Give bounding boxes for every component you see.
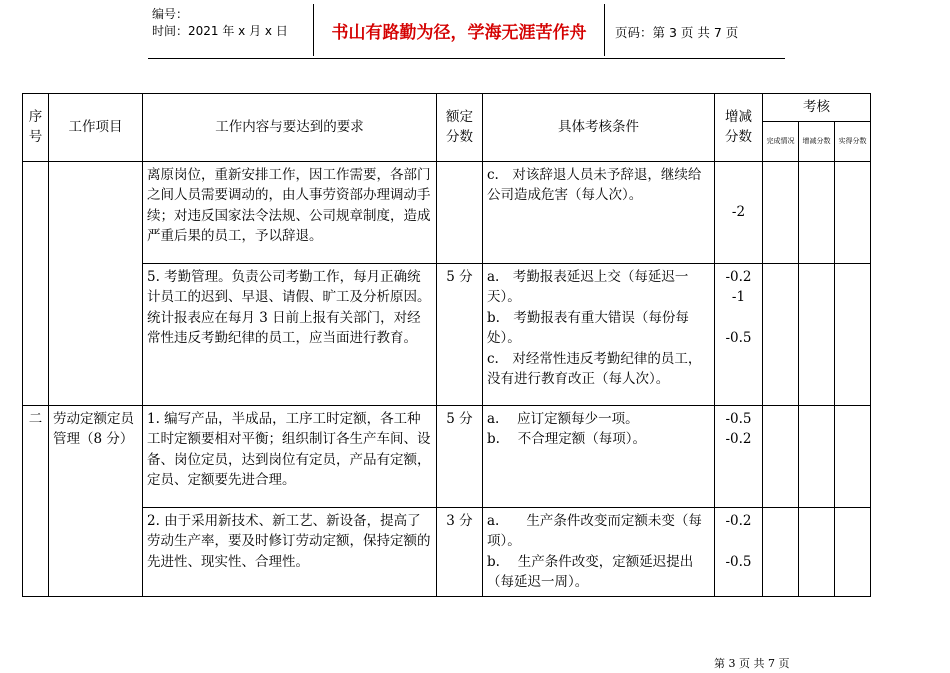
table-row <box>23 263 871 405</box>
document-number: 编号： <box>152 7 189 21</box>
row-content: 1. 编写产品，半成品，工序工时定额，各工种工时定额要相对平衡；组织制订各生产车间、设备、岗位定员，达到岗位有定员，产品有定额，定员、定额要先进合理。 <box>143 405 437 507</box>
row-actual-cell <box>835 161 871 263</box>
document-date: 时间：2021 年 x 月 x 日 <box>152 24 288 38</box>
row-adjustment-cell <box>799 161 835 263</box>
header-completion: 完成情况 <box>763 121 799 161</box>
row-delta: -0.2 -0.5 <box>715 507 763 596</box>
row-quota: 3 分 <box>437 507 483 596</box>
row-quota: 5 分 <box>437 405 483 507</box>
header-adjustment: 增减分数 <box>799 121 835 161</box>
row-conditions: c. 对该辞退人员未予辞退，继续给公司造成危害（每人次）。 <box>483 161 715 263</box>
header-meta <box>152 6 288 40</box>
row-actual-cell <box>835 507 871 596</box>
header-quota: 额定分数 <box>437 94 483 162</box>
row-completion-cell <box>763 405 799 507</box>
row-actual-cell <box>835 263 871 405</box>
row-delta: -2 <box>715 161 763 263</box>
header-motto: 书山有路勤为径，学海无涯苦作舟 <box>313 4 605 56</box>
row-delta: -0.5 -0.2 <box>715 405 763 507</box>
assessment-table <box>22 93 871 597</box>
header-item: 工作项目 <box>49 94 143 162</box>
row-completion-cell <box>763 507 799 596</box>
table-row <box>23 161 871 263</box>
row-item <box>49 161 143 405</box>
row-completion-cell <box>763 263 799 405</box>
row-content: 2. 由于采用新技术、新工艺、新设备，提高了劳动生产率，要及时修订劳动定额，保持定额的先进性、现实性、合理性。 <box>143 507 437 596</box>
row-actual-cell <box>835 405 871 507</box>
row-adjustment-cell <box>799 263 835 405</box>
row-seq <box>23 161 49 405</box>
row-adjustment-cell <box>799 405 835 507</box>
header-content: 工作内容与要达到的要求 <box>143 94 437 162</box>
row-seq: 二 <box>23 405 49 596</box>
header-divider <box>148 58 785 59</box>
row-quota <box>437 161 483 263</box>
table-header-row <box>23 94 871 122</box>
header-actual-score: 实得分数 <box>835 121 871 161</box>
header-delta: 增减分数 <box>715 94 763 162</box>
page-footer: 第 3 页 共 7 页 <box>714 657 790 670</box>
page-header <box>148 4 785 58</box>
row-content: 5. 考勤管理。负责公司考勤工作，每月正确统计员工的迟到、早退、请假、旷工及分析原因。统计报表应在每月 3 日前上报有关部门，对经常性违反考勤纪律的员工，应当面进行教育。 <box>143 263 437 405</box>
header-page-number: 页码：第 3 页 共 7 页 <box>615 25 739 40</box>
row-delta: -0.2 -1 -0.5 <box>715 263 763 405</box>
table-row <box>23 507 871 596</box>
row-conditions: a. 考勤报表延迟上交（每延迟一天）。 b. 考勤报表有重大错误（每份每处）。 c. 对经常性违反考勤纪律的员工，没有进行教育改正（每人次）。 <box>483 263 715 405</box>
row-quota: 5 分 <box>437 263 483 405</box>
row-adjustment-cell <box>799 507 835 596</box>
header-seq: 序号 <box>23 94 49 162</box>
row-completion-cell <box>763 161 799 263</box>
table-row <box>23 405 871 507</box>
row-conditions: a. 生产条件改变而定额未变（每项）。 b. 生产条件改变，定额延迟提出（每延迟一周）。 <box>483 507 715 596</box>
header-assess: 考核 <box>763 94 871 122</box>
row-conditions: a. 应订定额每少一项。 b. 不合理定额（每项）。 <box>483 405 715 507</box>
row-item: 劳动定额定员管理（8 分） <box>49 405 143 596</box>
row-content: 离原岗位，重新安排工作，因工作需要，各部门之间人员需要调动的，由人事劳资部办理调动手续；对违反国家法令法规、公司规章制度，造成严重后果的员工，予以辞退。 <box>143 161 437 263</box>
header-conditions: 具体考核条件 <box>483 94 715 162</box>
